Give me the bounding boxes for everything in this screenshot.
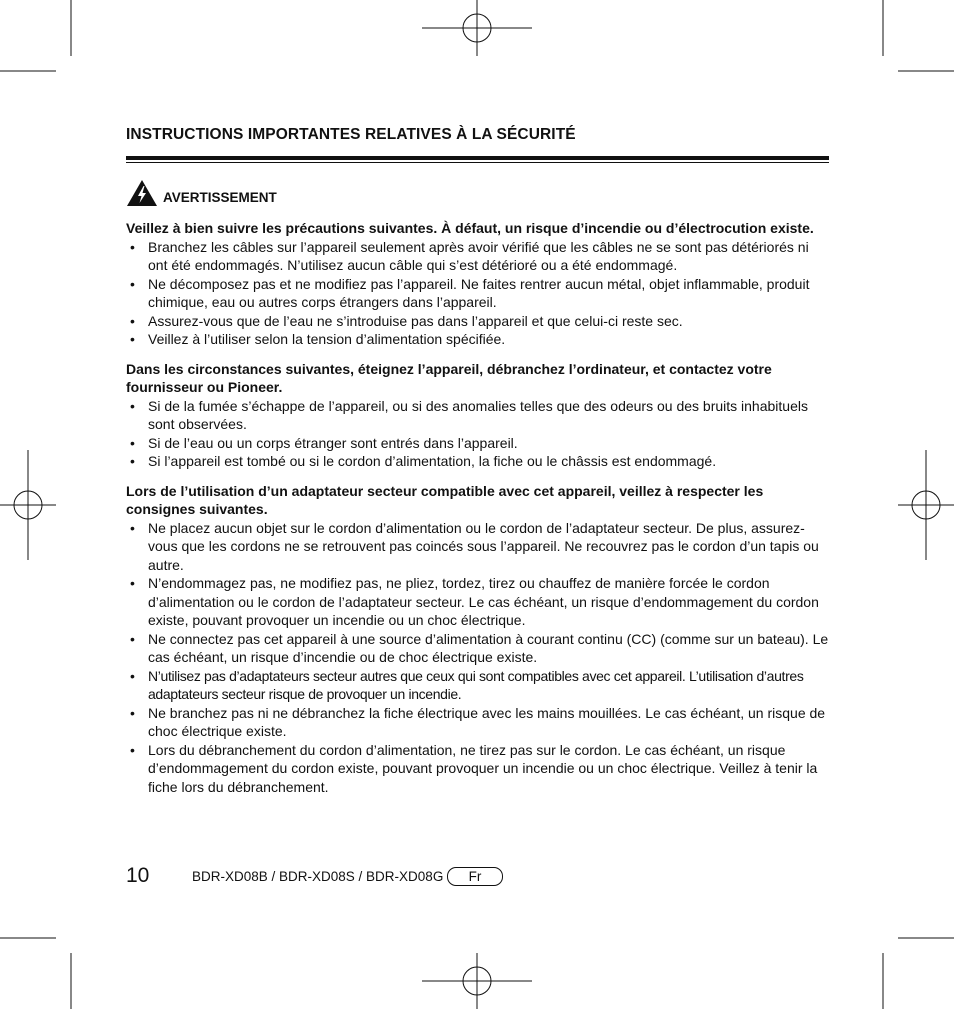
section-precautions xyxy=(126,219,829,349)
bullet-list xyxy=(126,238,829,349)
warning-header xyxy=(126,179,829,207)
list-item: • Branchez les câbles sur l’appareil seulement après avoir vérifié que les câbles ne se sont pas détériorés ni ont été endommagés. N’utilisez aucun câble qui s’est détérioré ou a été endommagé. xyxy=(126,238,829,275)
list-item: • Ne décomposez pas et ne modifiez pas l’appareil. Ne faites rentrer aucun métal, objet inflammable, produit chimique, eau ou autres corps étrangers dans l’appareil. xyxy=(126,275,829,312)
crop-mark-bottom-right xyxy=(883,938,954,1009)
model-numbers: BDR-XD08B / BDR-XD08S / BDR-XD08G xyxy=(192,869,444,884)
list-item: • Lors du débranchement du cordon d’alimentation, ne tirez pas sur le cordon. Le cas échéant, un risque d’endommagement du cordon existe, pouvant provoquer un incendie ou un choc électrique. Veillez à tenir la fiche lors du débranchement. xyxy=(126,741,829,797)
list-item: • Si l’appareil est tombé ou si le cordon d’alimentation, la fiche ou le châssis est endommagé. xyxy=(126,452,829,471)
crop-mark-top-right xyxy=(883,0,954,71)
crop-mark-bottom-left xyxy=(0,938,71,1009)
list-item: • Ne connectez pas cet appareil à une source d’alimentation à courant continu (CC) (comme sur un bateau). Le cas échéant, un risque d’incendie ou de choc électrique existe. xyxy=(126,630,829,667)
page-number: 10 xyxy=(126,864,150,887)
title-rule-thin xyxy=(126,162,829,163)
section-heading: Lors de l’utilisation d’un adaptateur secteur compatible avec cet appareil, veillez à respecter les consignes suivantes. xyxy=(126,482,764,517)
registration-mark-top xyxy=(422,0,532,56)
list-item: • Veillez à l’utiliser selon la tension d’alimentation spécifiée. xyxy=(126,330,829,349)
section-circumstances xyxy=(126,360,829,471)
list-item: • Ne branchez pas ni ne débranchez la fiche électrique avec les mains mouillées. Le cas échéant, un risque de choc électrique existe. xyxy=(126,704,829,741)
registration-mark-left xyxy=(0,450,56,560)
warning-label: AVERTISSEMENT xyxy=(163,190,277,205)
list-item: • Si de la fumée s’échappe de l’appareil, ou si des anomalies telles que des odeurs ou des bruits inhabituels sont observées. xyxy=(126,397,829,434)
list-item: • Assurez-vous que de l’eau ne s’introduise pas dans l’appareil et que celui-ci reste sec. xyxy=(126,312,829,331)
section-ac-adapter xyxy=(126,482,829,797)
registration-mark-bottom xyxy=(422,953,532,1009)
language-badge: Fr xyxy=(447,867,503,886)
section-heading: Dans les circonstances suivantes, éteignez l’appareil, débranchez l’ordinateur, et contactez votre fournisseur ou Pioneer. xyxy=(126,360,772,395)
crop-mark-top-left xyxy=(0,0,71,71)
list-item: • N’utilisez pas d’adaptateurs secteur autres que ceux qui sont compatibles avec cet appareil. L’utilisation d’autres adaptateurs secteur risque de provoquer un incendie. xyxy=(126,667,829,704)
list-item: • Ne placez aucun objet sur le cordon d’alimentation ou le cordon de l’adaptateur secteur. De plus, assurez-vous que les cordons ne se retrouvent pas coincés sous l’appareil. Ne recouvrez pas le cordon d’un tapis ou autre. xyxy=(126,519,829,575)
registration-mark-right xyxy=(898,450,954,560)
page-title: INSTRUCTIONS IMPORTANTES RELATIVES À LA SÉCURITÉ xyxy=(126,126,576,143)
bullet-list xyxy=(126,519,829,797)
section-heading: Veillez à bien suivre les précautions suivantes. À défaut, un risque d’incendie ou d’électrocution existe. xyxy=(126,220,814,236)
list-item: • N’endommagez pas, ne modifiez pas, ne pliez, tordez, tirez ou chauffez de manière forcée le cordon d’alimentation ou le cordon de l’adaptateur secteur. Le cas échéant, un risque d’endommagement du cordon existe, pouvant provoquer un incendie ou un choc électrique. xyxy=(126,574,829,630)
safety-content xyxy=(126,126,829,796)
list-item: • Si de l’eau ou un corps étranger sont entrés dans l’appareil. xyxy=(126,434,829,453)
title-rule-thick xyxy=(126,156,829,160)
electric-shock-warning-icon xyxy=(126,179,158,207)
bullet-list xyxy=(126,397,829,471)
